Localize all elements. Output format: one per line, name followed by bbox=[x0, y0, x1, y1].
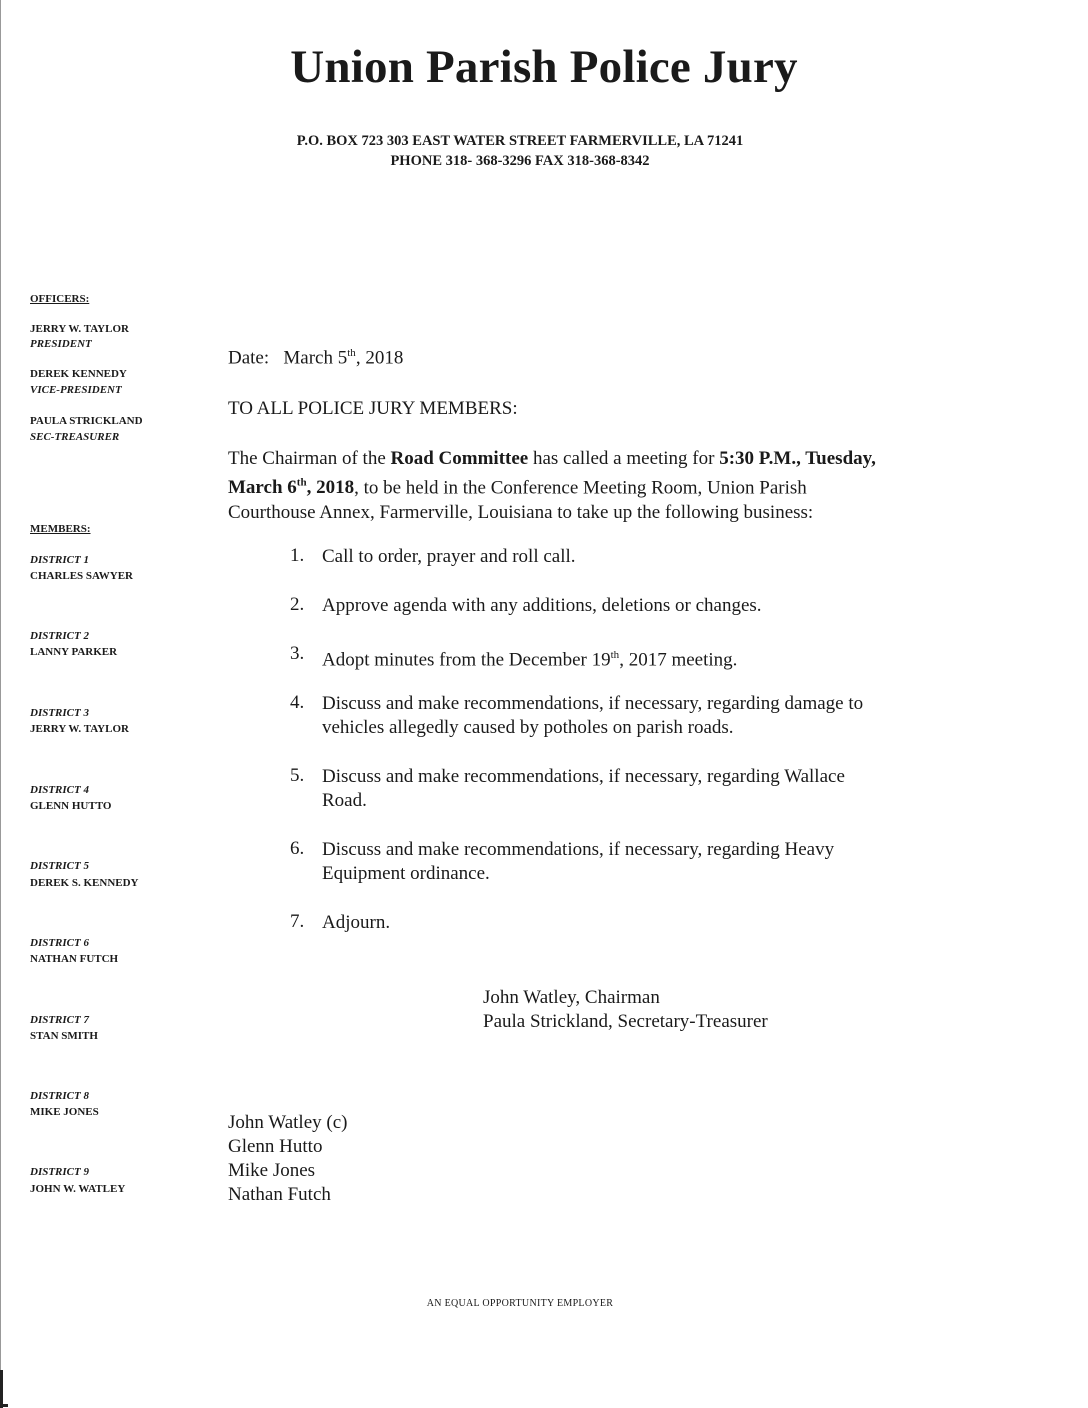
intro-text: The Chairman of the bbox=[228, 448, 391, 469]
agenda-item-text: Adjourn. bbox=[322, 912, 391, 933]
member-name: LANNY PARKER bbox=[30, 646, 118, 658]
member-district: DISTRICT 2 bbox=[30, 630, 89, 642]
agenda-item-line: Equipment ordinance. bbox=[322, 863, 490, 884]
letter-date bbox=[228, 347, 403, 369]
member-district: DISTRICT 9 bbox=[30, 1166, 89, 1178]
cc-name: Mike Jones bbox=[228, 1160, 316, 1181]
intro-text: , to be held in the Conference Meeting Room, Union Parish bbox=[354, 477, 807, 499]
agenda-number: 6. bbox=[290, 838, 305, 859]
agenda-number: 2. bbox=[290, 594, 305, 615]
agenda-number: 1. bbox=[290, 545, 305, 566]
agenda-item-line: Discuss and make recommendations, if necessary, regarding damage to bbox=[322, 693, 864, 714]
agenda-item-line: vehicles allegedly caused by potholes on parish roads. bbox=[322, 717, 734, 738]
agenda-item-ordinal: th bbox=[610, 649, 620, 661]
member-name: JERRY W. TAYLOR bbox=[30, 723, 129, 735]
agenda-item-fragment: , 2017 meeting. bbox=[619, 649, 738, 671]
member-district: DISTRICT 3 bbox=[30, 707, 89, 719]
members-heading: MEMBERS: bbox=[30, 523, 91, 535]
letterhead-title: Union Parish Police Jury bbox=[290, 41, 798, 93]
date-label: Date: bbox=[228, 347, 270, 369]
address-line: P.O. BOX 723 303 EAST WATER STREET FARMERVILLE, LA 71241 bbox=[296, 133, 744, 149]
member-district: DISTRICT 8 bbox=[30, 1090, 89, 1102]
member-name: GLENN HUTTO bbox=[30, 800, 112, 812]
cc-name: Nathan Futch bbox=[228, 1184, 331, 1205]
member-district: DISTRICT 1 bbox=[30, 554, 89, 566]
officer-name: PAULA STRICKLAND bbox=[30, 415, 143, 427]
officer-role: SEC-TREASURER bbox=[30, 431, 120, 443]
member-name: JOHN W. WATLEY bbox=[30, 1183, 126, 1195]
intro-paragraph bbox=[228, 446, 968, 525]
signature-secretary: Paula Strickland, Secretary-Treasurer bbox=[483, 1011, 768, 1032]
meeting-date-ordinal: th bbox=[296, 477, 307, 489]
agenda-number: 4. bbox=[290, 692, 305, 713]
cc-name: John Watley (c) bbox=[228, 1112, 348, 1133]
agenda-number: 3. bbox=[290, 643, 305, 664]
member-district: DISTRICT 7 bbox=[30, 1014, 89, 1026]
agenda-item-text bbox=[322, 765, 942, 813]
intro-line: Courthouse Annex, Farmerville, Louisiana to take up the following business: bbox=[228, 502, 814, 524]
member-district: DISTRICT 6 bbox=[30, 937, 89, 949]
member-district: DISTRICT 5 bbox=[30, 860, 89, 872]
officer-name: JERRY W. TAYLOR bbox=[30, 323, 129, 335]
member-name: NATHAN FUTCH bbox=[30, 953, 119, 965]
salutation: TO ALL POLICE JURY MEMBERS: bbox=[228, 398, 518, 419]
meeting-date-year: , 2018 bbox=[306, 477, 355, 499]
officer-role: PRESIDENT bbox=[30, 338, 92, 350]
agenda-item-text bbox=[322, 692, 942, 740]
date-ordinal: th bbox=[347, 347, 356, 359]
member-district: DISTRICT 4 bbox=[30, 784, 89, 796]
date-month-day: March 5 bbox=[283, 347, 348, 369]
date-year: , 2018 bbox=[355, 347, 404, 369]
agenda-item-line: Discuss and make recommendations, if necessary, regarding Wallace bbox=[322, 766, 845, 787]
scan-edge-mark bbox=[0, 1404, 8, 1407]
officer-role: VICE-PRESIDENT bbox=[30, 384, 122, 396]
signature-chairman: John Watley, Chairman bbox=[483, 987, 660, 1008]
footer-eoe: AN EQUAL OPPORTUNITY EMPLOYER bbox=[426, 1298, 614, 1309]
scan-edge-mark bbox=[0, 1370, 3, 1408]
scan-edge-mark bbox=[0, 0, 1, 1408]
agenda-item-line: Discuss and make recommendations, if necessary, regarding Heavy bbox=[322, 839, 835, 860]
intro-line bbox=[228, 471, 968, 500]
meeting-date bbox=[228, 477, 354, 498]
committee-name: Road Committee bbox=[390, 448, 529, 469]
agenda-number: 7. bbox=[290, 911, 305, 932]
agenda-item-text: Approve agenda with any additions, deletions or changes. bbox=[322, 595, 762, 616]
intro-line bbox=[228, 446, 968, 471]
member-name: DEREK S. KENNEDY bbox=[30, 877, 139, 889]
agenda-item-line: Road. bbox=[322, 790, 367, 811]
member-name: STAN SMITH bbox=[30, 1030, 98, 1042]
member-name: CHARLES SAWYER bbox=[30, 570, 133, 582]
cc-name: Glenn Hutto bbox=[228, 1136, 323, 1157]
member-name: MIKE JONES bbox=[30, 1106, 99, 1118]
agenda-item-text: Call to order, prayer and roll call. bbox=[322, 546, 576, 567]
agenda-item-text bbox=[322, 643, 942, 672]
officer-name: DEREK KENNEDY bbox=[30, 368, 127, 380]
cc-list bbox=[228, 1111, 347, 1207]
agenda-number: 5. bbox=[290, 765, 305, 786]
meeting-date-text: March 6 bbox=[228, 477, 297, 499]
phone-fax-line: PHONE 318- 368-3296 FAX 318-368-8342 bbox=[390, 153, 650, 169]
meeting-time: 5:30 P.M., Tuesday, bbox=[719, 448, 876, 469]
agenda-item-fragment: Adopt minutes from the December 19 bbox=[322, 649, 611, 671]
officers-heading: OFFICERS: bbox=[30, 293, 90, 305]
intro-text: has called a meeting for bbox=[528, 448, 720, 469]
agenda-item-text bbox=[322, 838, 942, 886]
